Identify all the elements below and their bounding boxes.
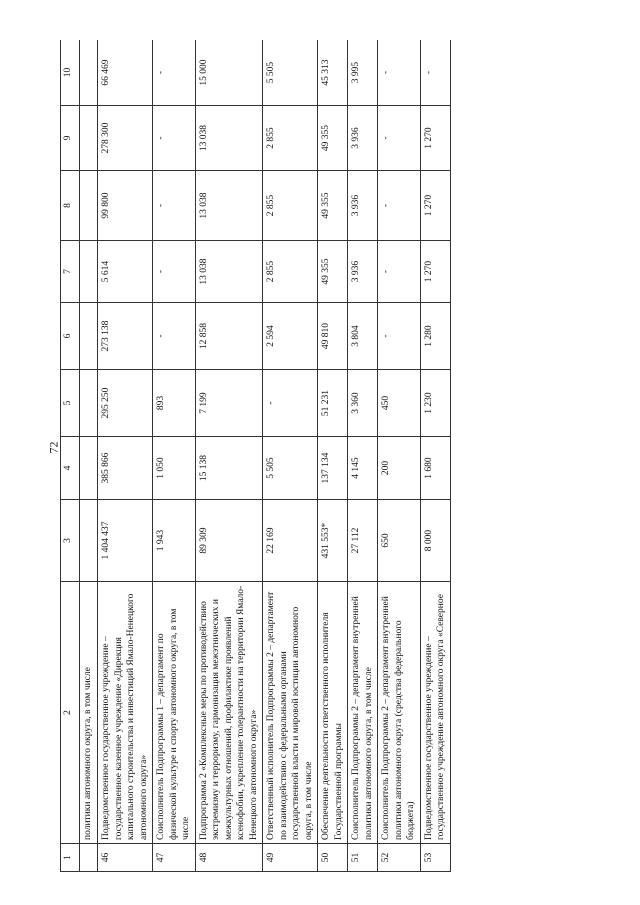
cell-number: 46 (98, 844, 153, 872)
cell-description: Соисполнитель Подпрограммы 2 – департамент внутренней политики автономного округа (средства федерального бюджета) (378, 582, 421, 844)
column-header: 7 (61, 241, 80, 303)
cell-number: 50 (318, 844, 348, 872)
cell-value: 13 038 (195, 241, 263, 303)
cell-description: Подпрограмма 2 «Комплексные меры по противодействию экстремизму и терроризму, гармонизация межэтнических и межкультурных отношений, профилактике проявлений ксенофобии, укрепление толерантности на территории Ямало-Ненецкого автономного округа» (195, 582, 263, 844)
cell-value: 2 855 (263, 241, 318, 303)
cell-value: 3 995 (348, 40, 378, 106)
cell-value: - (378, 241, 421, 303)
cell-value: 5 505 (263, 40, 318, 106)
cell-value: 49 355 (318, 106, 348, 171)
cell-value: 27 112 (348, 500, 378, 582)
cell-number: 49 (263, 844, 318, 872)
column-header: 10 (61, 40, 80, 106)
cell-description: Ответственный исполнитель Подпрограммы 2 – департамент по взаимодействию с федеральными органами государственной власти и мировой юстиции автономного округа, в том числе (263, 582, 318, 844)
cell-number: 47 (153, 844, 196, 872)
cell-value: 385 866 (98, 437, 153, 500)
cell-value: 51 231 (318, 370, 348, 437)
cell-number: 53 (420, 844, 450, 872)
cell-value: 1 943 (153, 500, 196, 582)
cell-value: - (378, 106, 421, 171)
cell-value: 137 134 (318, 437, 348, 500)
cell-value: - (378, 40, 421, 106)
cell-value: 3 804 (348, 303, 378, 370)
cell-value: 1 050 (153, 437, 196, 500)
cell-number: 51 (348, 844, 378, 872)
table-row (98, 40, 153, 872)
budget-table (60, 40, 451, 872)
cell-value: - (378, 303, 421, 370)
cell-value: 49 355 (318, 241, 348, 303)
continuation-row (80, 40, 98, 872)
column-header: 9 (61, 106, 80, 171)
column-header: 1 (61, 844, 80, 872)
cell-description: Подведомственное государственное учреждение – государственное учреждение автономного округа «Северное (420, 582, 450, 844)
cell-value: - (263, 370, 318, 437)
table-row (420, 40, 450, 872)
page-number: 72 (46, 441, 61, 454)
cell-value (80, 303, 98, 370)
cell-value: 1 270 (420, 241, 450, 303)
cell-value (80, 106, 98, 171)
rotated-page (60, 40, 540, 872)
table-row (348, 40, 378, 872)
table-row (263, 40, 318, 872)
table-row (153, 40, 196, 872)
column-header: 4 (61, 437, 80, 500)
header-row (61, 40, 80, 872)
cell-value: 99 800 (98, 171, 153, 241)
cell-value: 3 360 (348, 370, 378, 437)
cell-value (80, 437, 98, 500)
cell-value: 45 313 (318, 40, 348, 106)
cell-value: 22 169 (263, 500, 318, 582)
table-row (318, 40, 348, 872)
column-header: 3 (61, 500, 80, 582)
cell-value: 1 230 (420, 370, 450, 437)
cell-value: 7 199 (195, 370, 263, 437)
cell-description: Соисполнитель Подпрограммы 2 – департамент внутренней политики автономного округа, в том числе (348, 582, 378, 844)
cell-value: 893 (153, 370, 196, 437)
cell-value: 1 280 (420, 303, 450, 370)
column-header: 8 (61, 171, 80, 241)
cell-value: 5 505 (263, 437, 318, 500)
cell-value: 2 594 (263, 303, 318, 370)
cell-value: 49 355 (318, 171, 348, 241)
cell-value: 1 270 (420, 171, 450, 241)
cell-value: - (153, 241, 196, 303)
cell-value (80, 241, 98, 303)
cell-value (80, 500, 98, 582)
cell-description: Обеспечение деятельности ответственного исполнителя Государственной программы (318, 582, 348, 844)
cell-value: 1 404 437 (98, 500, 153, 582)
cell-value: 13 038 (195, 106, 263, 171)
cell-value: 12 858 (195, 303, 263, 370)
cell-value: 5 614 (98, 241, 153, 303)
cell-value: - (378, 171, 421, 241)
cell-value: 15 000 (195, 40, 263, 106)
cell-value (80, 171, 98, 241)
table-viewport (60, 40, 540, 872)
cell-value: 650 (378, 500, 421, 582)
table-row (195, 40, 263, 872)
cell-value: 4 145 (348, 437, 378, 500)
cell-value: 13 038 (195, 171, 263, 241)
cell-value: 200 (378, 437, 421, 500)
cell-value: - (420, 40, 450, 106)
cell-value: - (153, 40, 196, 106)
cell-value: 49 810 (318, 303, 348, 370)
cell-value: - (153, 171, 196, 241)
cell-value: - (153, 106, 196, 171)
column-header: 5 (61, 370, 80, 437)
cell-value: - (153, 303, 196, 370)
cell-value (80, 370, 98, 437)
cell-value: 3 936 (348, 171, 378, 241)
column-header: 2 (61, 582, 80, 844)
cell-value: 273 138 (98, 303, 153, 370)
cell-description: Подведомственное государственное учреждение – государственное казенное учреждение «Дирекция капитального строительства и инвестиций Ямало-Ненецкого автономного округа» (98, 582, 153, 844)
cell-description: Соисполнитель Подпрограммы 1 – департамент по физической культуре и спорту автономного округа, в том числе (153, 582, 196, 844)
cell-value: 66 469 (98, 40, 153, 106)
cell-value (80, 40, 98, 106)
cell-value: 15 138 (195, 437, 263, 500)
cell-number: 52 (378, 844, 421, 872)
cell-value: 450 (378, 370, 421, 437)
table-row (378, 40, 421, 872)
cell-value: 89 309 (195, 500, 263, 582)
cell-value: 1 270 (420, 106, 450, 171)
cell-value: 295 250 (98, 370, 153, 437)
cell-value: 3 936 (348, 106, 378, 171)
cell-value: 278 300 (98, 106, 153, 171)
column-header: 6 (61, 303, 80, 370)
cell-value: 8 000 (420, 500, 450, 582)
cell-value: 2 855 (263, 106, 318, 171)
cell-description: политики автономного округа, в том числе (80, 582, 98, 844)
cell-number (80, 844, 98, 872)
cell-number: 48 (195, 844, 263, 872)
cell-value: 2 855 (263, 171, 318, 241)
cell-value: 431 553* (318, 500, 348, 582)
cell-value: 3 936 (348, 241, 378, 303)
cell-value: 1 680 (420, 437, 450, 500)
